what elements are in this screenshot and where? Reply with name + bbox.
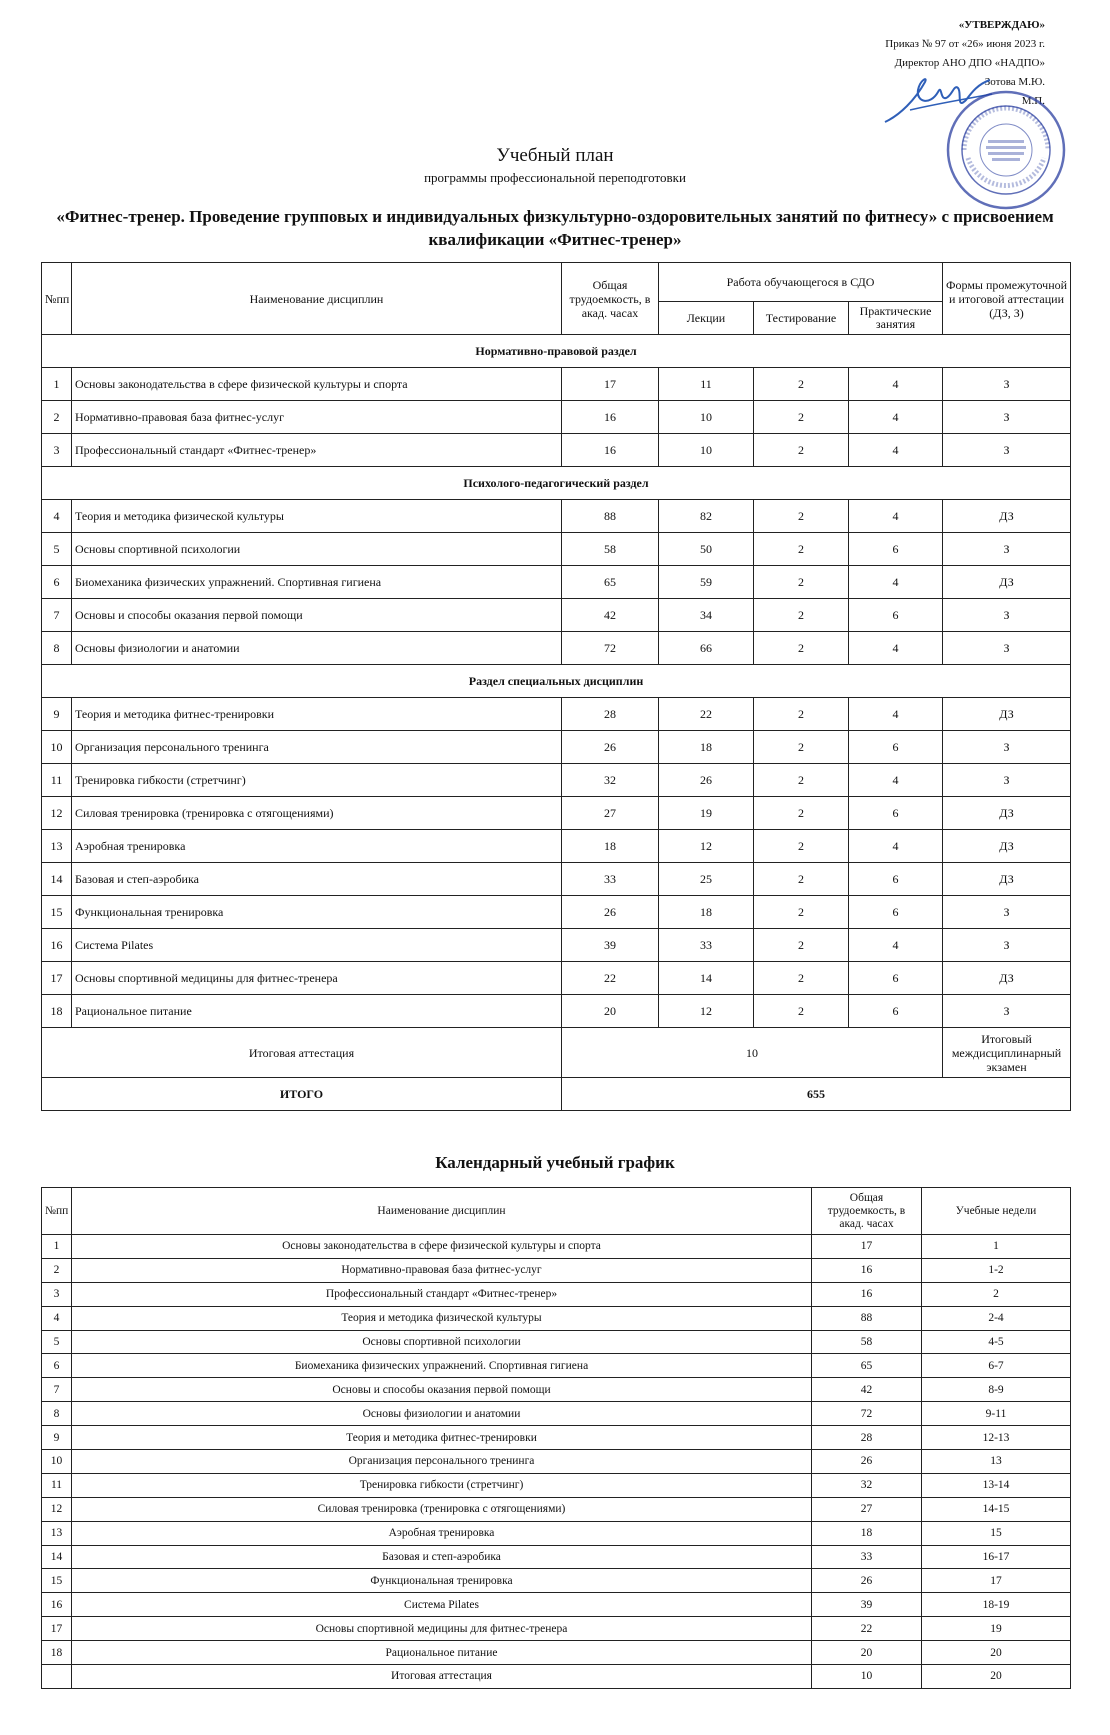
practice-cell: 6 bbox=[849, 731, 943, 764]
practice-cell: 6 bbox=[849, 863, 943, 896]
total-hours-cell: 20 bbox=[562, 995, 659, 1028]
total-hours-cell: 16 bbox=[812, 1258, 922, 1282]
discipline-name: Организация персонального тренинга bbox=[72, 731, 562, 764]
row-number: 11 bbox=[42, 1473, 72, 1497]
attestation-form-cell: ДЗ bbox=[943, 797, 1071, 830]
total-hours-cell: 27 bbox=[562, 797, 659, 830]
table-row bbox=[42, 731, 1071, 764]
discipline-name: Силовая тренировка (тренировка с отягощениями) bbox=[72, 1497, 812, 1521]
row-number: 10 bbox=[42, 731, 72, 764]
section-row bbox=[42, 665, 1071, 698]
schedule-row bbox=[42, 1473, 1071, 1497]
discipline-name: Аэробная тренировка bbox=[72, 1521, 812, 1545]
attestation-form-cell: З bbox=[943, 533, 1071, 566]
practice-cell: 6 bbox=[849, 962, 943, 995]
plan-body bbox=[42, 335, 1071, 1028]
row-number: 15 bbox=[42, 1569, 72, 1593]
schedule-row bbox=[42, 1497, 1071, 1521]
attestation-form-cell: З bbox=[943, 764, 1071, 797]
discipline-name: Функциональная тренировка bbox=[72, 896, 562, 929]
total-hours-cell: 39 bbox=[562, 929, 659, 962]
total-hours-cell: 22 bbox=[562, 962, 659, 995]
row-number: 14 bbox=[42, 863, 72, 896]
lectures-cell: 18 bbox=[659, 731, 754, 764]
total-hours-cell: 27 bbox=[812, 1497, 922, 1521]
lectures-cell: 11 bbox=[659, 368, 754, 401]
testing-cell: 2 bbox=[754, 995, 849, 1028]
lectures-cell: 19 bbox=[659, 797, 754, 830]
attestation-form-cell: ДЗ bbox=[943, 863, 1071, 896]
row-number: 2 bbox=[42, 1258, 72, 1282]
discipline-name: Профессиональный стандарт «Фитнес-тренер» bbox=[72, 1282, 812, 1306]
row-number: 10 bbox=[42, 1450, 72, 1474]
row-number: 9 bbox=[42, 1426, 72, 1450]
attestation-form-cell: ДЗ bbox=[943, 566, 1071, 599]
testing-cell: 2 bbox=[754, 698, 849, 731]
total-hours-cell: 32 bbox=[562, 764, 659, 797]
attestation-form-cell: З bbox=[943, 434, 1071, 467]
practice-cell: 4 bbox=[849, 500, 943, 533]
discipline-name: Основы спортивной психологии bbox=[72, 1330, 812, 1354]
row-number: 17 bbox=[42, 1617, 72, 1641]
schedule-row bbox=[42, 1306, 1071, 1330]
lectures-cell: 66 bbox=[659, 632, 754, 665]
total-hours: 655 bbox=[562, 1078, 1071, 1111]
row-number: 5 bbox=[42, 533, 72, 566]
table-row bbox=[42, 797, 1071, 830]
total-hours-cell: 26 bbox=[562, 731, 659, 764]
discipline-name: Основы законодательства в сфере физической культуры и спорта bbox=[72, 368, 562, 401]
lectures-cell: 25 bbox=[659, 863, 754, 896]
total-hours-cell: 20 bbox=[812, 1641, 922, 1665]
study-plan-table bbox=[41, 262, 1071, 1111]
discipline-name: Система Pilates bbox=[72, 929, 562, 962]
header-forms: Формы промежуточной и итоговой аттестации (ДЗ, З) bbox=[943, 263, 1071, 335]
row-number: 12 bbox=[42, 797, 72, 830]
row-number: 6 bbox=[42, 1354, 72, 1378]
row-number: 4 bbox=[42, 1306, 72, 1330]
testing-cell: 2 bbox=[754, 434, 849, 467]
table-row bbox=[42, 599, 1071, 632]
schedule-row bbox=[42, 1402, 1071, 1426]
practice-cell: 6 bbox=[849, 896, 943, 929]
lectures-cell: 82 bbox=[659, 500, 754, 533]
weeks-cell: 16-17 bbox=[922, 1545, 1071, 1569]
lectures-cell: 10 bbox=[659, 401, 754, 434]
table-row bbox=[42, 368, 1071, 401]
total-hours-cell: 26 bbox=[562, 896, 659, 929]
table-row bbox=[42, 995, 1071, 1028]
testing-cell: 2 bbox=[754, 830, 849, 863]
discipline-name: Итоговая аттестация bbox=[72, 1665, 812, 1689]
table-row bbox=[42, 830, 1071, 863]
final-hours: 10 bbox=[562, 1028, 943, 1078]
row-number: 3 bbox=[42, 434, 72, 467]
total-hours-cell: 17 bbox=[562, 368, 659, 401]
testing-cell: 2 bbox=[754, 533, 849, 566]
table-row bbox=[42, 632, 1071, 665]
practice-cell: 6 bbox=[849, 533, 943, 566]
weeks-cell: 2-4 bbox=[922, 1306, 1071, 1330]
total-hours-cell: 28 bbox=[562, 698, 659, 731]
lectures-cell: 33 bbox=[659, 929, 754, 962]
total-hours-cell: 65 bbox=[562, 566, 659, 599]
discipline-name: Аэробная тренировка bbox=[72, 830, 562, 863]
header-testing: Тестирование bbox=[754, 302, 849, 335]
attestation-form-cell: З bbox=[943, 368, 1071, 401]
attestation-form-cell: ДЗ bbox=[943, 830, 1071, 863]
testing-cell: 2 bbox=[754, 500, 849, 533]
row-number: 16 bbox=[42, 929, 72, 962]
header-practice: Практические занятия bbox=[849, 302, 943, 335]
discipline-name: Теория и методика фитнес-тренировки bbox=[72, 698, 562, 731]
weeks-cell: 13-14 bbox=[922, 1473, 1071, 1497]
practice-cell: 4 bbox=[849, 434, 943, 467]
total-hours-cell: 72 bbox=[562, 632, 659, 665]
approval-order: Приказ № 97 от «26» июня 2023 г. bbox=[885, 38, 1045, 50]
approval-name: Зотова М.Ю. bbox=[984, 76, 1045, 88]
row-number bbox=[42, 1665, 72, 1689]
row-number: 5 bbox=[42, 1330, 72, 1354]
discipline-name: Рациональное питание bbox=[72, 1641, 812, 1665]
practice-cell: 6 bbox=[849, 995, 943, 1028]
row-number: 16 bbox=[42, 1593, 72, 1617]
discipline-name: Основы физиологии и анатомии bbox=[72, 1402, 812, 1426]
discipline-name: Система Pilates bbox=[72, 1593, 812, 1617]
table-row bbox=[42, 929, 1071, 962]
table-row bbox=[42, 566, 1071, 599]
discipline-name: Силовая тренировка (тренировка с отягощениями) bbox=[72, 797, 562, 830]
testing-cell: 2 bbox=[754, 896, 849, 929]
row-number: 13 bbox=[42, 1521, 72, 1545]
attestation-form-cell: З bbox=[943, 929, 1071, 962]
total-hours-cell: 16 bbox=[562, 434, 659, 467]
schedule-row bbox=[42, 1521, 1071, 1545]
table-row bbox=[42, 764, 1071, 797]
weeks-cell: 20 bbox=[922, 1641, 1071, 1665]
row-number: 1 bbox=[42, 368, 72, 401]
attestation-form-cell: З bbox=[943, 731, 1071, 764]
row-number: 18 bbox=[42, 1641, 72, 1665]
discipline-name: Основы спортивной психологии bbox=[72, 533, 562, 566]
weeks-cell: 17 bbox=[922, 1569, 1071, 1593]
weeks-cell: 14-15 bbox=[922, 1497, 1071, 1521]
attestation-form-cell: ДЗ bbox=[943, 962, 1071, 995]
testing-cell: 2 bbox=[754, 599, 849, 632]
attestation-form-cell: З bbox=[943, 632, 1071, 665]
lectures-cell: 22 bbox=[659, 698, 754, 731]
total-hours-cell: 32 bbox=[812, 1473, 922, 1497]
header-work: Работа обучающегося в СДО bbox=[659, 263, 943, 302]
weeks-cell: 15 bbox=[922, 1521, 1071, 1545]
total-label: ИТОГО bbox=[42, 1078, 562, 1111]
weeks-cell: 19 bbox=[922, 1617, 1071, 1641]
discipline-name: Биомеханика физических упражнений. Спортивная гигиена bbox=[72, 1354, 812, 1378]
discipline-name: Теория и методика фитнес-тренировки bbox=[72, 1426, 812, 1450]
practice-cell: 4 bbox=[849, 929, 943, 962]
weeks-cell: 2 bbox=[922, 1282, 1071, 1306]
schedule-title: Календарный учебный график bbox=[435, 1153, 675, 1172]
total-hours-cell: 72 bbox=[812, 1402, 922, 1426]
weeks-cell: 1-2 bbox=[922, 1258, 1071, 1282]
lectures-cell: 12 bbox=[659, 995, 754, 1028]
testing-cell: 2 bbox=[754, 401, 849, 434]
schedule-row bbox=[42, 1354, 1071, 1378]
schedule-row bbox=[42, 1330, 1071, 1354]
discipline-name: Теория и методика физической культуры bbox=[72, 1306, 812, 1330]
schedule-row bbox=[42, 1378, 1071, 1402]
discipline-name: Биомеханика физических упражнений. Спортивная гигиена bbox=[72, 566, 562, 599]
discipline-name: Тренировка гибкости (стретчинг) bbox=[72, 764, 562, 797]
header-lectures: Лекции bbox=[659, 302, 754, 335]
header-num: №пп bbox=[42, 263, 72, 335]
section-row bbox=[42, 335, 1071, 368]
section-title: Психолого-педагогический раздел bbox=[42, 467, 1071, 500]
weeks-cell: 13 bbox=[922, 1450, 1071, 1474]
discipline-name: Базовая и степ-аэробика bbox=[72, 863, 562, 896]
total-hours-cell: 33 bbox=[812, 1545, 922, 1569]
total-row bbox=[42, 1078, 1071, 1111]
total-hours-cell: 58 bbox=[812, 1330, 922, 1354]
total-hours-cell: 17 bbox=[812, 1235, 922, 1259]
total-hours-cell: 16 bbox=[812, 1282, 922, 1306]
attestation-form-cell: ДЗ bbox=[943, 500, 1071, 533]
practice-cell: 4 bbox=[849, 632, 943, 665]
discipline-name: Основы законодательства в сфере физической культуры и спорта bbox=[72, 1235, 812, 1259]
schedule-row bbox=[42, 1641, 1071, 1665]
total-hours-cell: 26 bbox=[812, 1569, 922, 1593]
sched-header-name: Наименование дисциплин bbox=[72, 1188, 812, 1235]
attestation-form-cell: З bbox=[943, 995, 1071, 1028]
final-form: Итоговый междисциплинарный экзамен bbox=[943, 1028, 1071, 1078]
testing-cell: 2 bbox=[754, 929, 849, 962]
attestation-form-cell: З bbox=[943, 896, 1071, 929]
schedule-row bbox=[42, 1617, 1071, 1641]
row-number: 17 bbox=[42, 962, 72, 995]
attestation-form-cell: З bbox=[943, 599, 1071, 632]
practice-cell: 4 bbox=[849, 830, 943, 863]
schedule-row bbox=[42, 1450, 1071, 1474]
discipline-name: Нормативно-правовая база фитнес-услуг bbox=[72, 1258, 812, 1282]
discipline-name: Базовая и степ-аэробика bbox=[72, 1545, 812, 1569]
practice-cell: 6 bbox=[849, 797, 943, 830]
discipline-name: Основы и способы оказания первой помощи bbox=[72, 599, 562, 632]
table-row bbox=[42, 962, 1071, 995]
lectures-cell: 18 bbox=[659, 896, 754, 929]
testing-cell: 2 bbox=[754, 797, 849, 830]
total-hours-cell: 22 bbox=[812, 1617, 922, 1641]
plan-subtitle: программы профессиональной переподготовки bbox=[424, 170, 686, 185]
lectures-cell: 26 bbox=[659, 764, 754, 797]
practice-cell: 4 bbox=[849, 566, 943, 599]
discipline-name: Тренировка гибкости (стретчинг) bbox=[72, 1473, 812, 1497]
practice-cell: 4 bbox=[849, 368, 943, 401]
row-number: 8 bbox=[42, 632, 72, 665]
section-row bbox=[42, 467, 1071, 500]
program-title: «Фитнес-тренер. Проведение групповых и индивидуальных физкультурно-оздоровительных занятий по фитнесу» с присвоением квалификации «Фитнес-тренер» bbox=[56, 207, 1054, 249]
testing-cell: 2 bbox=[754, 962, 849, 995]
discipline-name: Основы спортивной медицины для фитнес-тренера bbox=[72, 962, 562, 995]
discipline-name: Основы физиологии и анатомии bbox=[72, 632, 562, 665]
table-row bbox=[42, 500, 1071, 533]
approval-director: Директор АНО ДПО «НАДПО» bbox=[894, 57, 1045, 69]
weeks-cell: 20 bbox=[922, 1665, 1071, 1689]
discipline-name: Функциональная тренировка bbox=[72, 1569, 812, 1593]
table-row bbox=[42, 896, 1071, 929]
approval-mp: М.П. bbox=[1021, 95, 1045, 107]
schedule-body bbox=[42, 1235, 1071, 1689]
schedule-row bbox=[42, 1426, 1071, 1450]
table-row bbox=[42, 434, 1071, 467]
discipline-name: Профессиональный стандарт «Фитнес-тренер» bbox=[72, 434, 562, 467]
practice-cell: 4 bbox=[849, 764, 943, 797]
row-number: 13 bbox=[42, 830, 72, 863]
row-number: 1 bbox=[42, 1235, 72, 1259]
discipline-name: Основы и способы оказания первой помощи bbox=[72, 1378, 812, 1402]
table-row bbox=[42, 533, 1071, 566]
schedule-row bbox=[42, 1569, 1071, 1593]
total-hours-cell: 16 bbox=[562, 401, 659, 434]
table-row bbox=[42, 863, 1071, 896]
lectures-cell: 50 bbox=[659, 533, 754, 566]
row-number: 3 bbox=[42, 1282, 72, 1306]
lectures-cell: 10 bbox=[659, 434, 754, 467]
testing-cell: 2 bbox=[754, 731, 849, 764]
schedule-row bbox=[42, 1593, 1071, 1617]
row-number: 7 bbox=[42, 1378, 72, 1402]
total-hours-cell: 65 bbox=[812, 1354, 922, 1378]
row-number: 7 bbox=[42, 599, 72, 632]
header-total: Общая трудоемкость, в акад. часах bbox=[562, 263, 659, 335]
discipline-name: Организация персонального тренинга bbox=[72, 1450, 812, 1474]
attestation-form-cell: ДЗ bbox=[943, 698, 1071, 731]
total-hours-cell: 26 bbox=[812, 1450, 922, 1474]
lectures-cell: 12 bbox=[659, 830, 754, 863]
schedule-row bbox=[42, 1545, 1071, 1569]
total-hours-cell: 18 bbox=[812, 1521, 922, 1545]
row-number: 18 bbox=[42, 995, 72, 1028]
plan-title: Учебный план bbox=[496, 145, 614, 166]
row-number: 11 bbox=[42, 764, 72, 797]
weeks-cell: 8-9 bbox=[922, 1378, 1071, 1402]
lectures-cell: 59 bbox=[659, 566, 754, 599]
schedule-table bbox=[41, 1187, 1071, 1689]
row-number: 2 bbox=[42, 401, 72, 434]
total-hours-cell: 58 bbox=[562, 533, 659, 566]
section-title: Нормативно-правовой раздел bbox=[42, 335, 1071, 368]
testing-cell: 2 bbox=[754, 863, 849, 896]
testing-cell: 2 bbox=[754, 764, 849, 797]
sched-header-total: Общая трудоемкость, в акад. часах bbox=[812, 1188, 922, 1235]
testing-cell: 2 bbox=[754, 632, 849, 665]
schedule-row bbox=[42, 1258, 1071, 1282]
sched-header-num: №пп bbox=[42, 1188, 72, 1235]
total-hours-cell: 42 bbox=[812, 1378, 922, 1402]
weeks-cell: 12-13 bbox=[922, 1426, 1071, 1450]
testing-cell: 2 bbox=[754, 566, 849, 599]
discipline-name: Нормативно-правовая база фитнес-услуг bbox=[72, 401, 562, 434]
schedule-row bbox=[42, 1282, 1071, 1306]
approval-heading: «УТВЕРЖДАЮ» bbox=[958, 19, 1045, 31]
lectures-cell: 34 bbox=[659, 599, 754, 632]
schedule-row bbox=[42, 1235, 1071, 1259]
schedule-row bbox=[42, 1665, 1071, 1689]
total-hours-cell: 33 bbox=[562, 863, 659, 896]
header-name: Наименование дисциплин bbox=[72, 263, 562, 335]
row-number: 15 bbox=[42, 896, 72, 929]
practice-cell: 4 bbox=[849, 401, 943, 434]
table-row bbox=[42, 698, 1071, 731]
row-number: 9 bbox=[42, 698, 72, 731]
sched-header-weeks: Учебные недели bbox=[922, 1188, 1071, 1235]
final-label: Итоговая аттестация bbox=[42, 1028, 562, 1078]
practice-cell: 6 bbox=[849, 599, 943, 632]
row-number: 14 bbox=[42, 1545, 72, 1569]
final-attestation-row bbox=[42, 1028, 1071, 1078]
total-hours-cell: 42 bbox=[562, 599, 659, 632]
discipline-name: Рациональное питание bbox=[72, 995, 562, 1028]
total-hours-cell: 28 bbox=[812, 1426, 922, 1450]
weeks-cell: 4-5 bbox=[922, 1330, 1071, 1354]
weeks-cell: 9-11 bbox=[922, 1402, 1071, 1426]
practice-cell: 4 bbox=[849, 698, 943, 731]
total-hours-cell: 88 bbox=[562, 500, 659, 533]
weeks-cell: 18-19 bbox=[922, 1593, 1071, 1617]
weeks-cell: 6-7 bbox=[922, 1354, 1071, 1378]
row-number: 4 bbox=[42, 500, 72, 533]
discipline-name: Теория и методика физической культуры bbox=[72, 500, 562, 533]
total-hours-cell: 39 bbox=[812, 1593, 922, 1617]
section-title: Раздел специальных дисциплин bbox=[42, 665, 1071, 698]
attestation-form-cell: З bbox=[943, 401, 1071, 434]
discipline-name: Основы спортивной медицины для фитнес-тренера bbox=[72, 1617, 812, 1641]
row-number: 8 bbox=[42, 1402, 72, 1426]
weeks-cell: 1 bbox=[922, 1235, 1071, 1259]
table-row bbox=[42, 401, 1071, 434]
total-hours-cell: 18 bbox=[562, 830, 659, 863]
testing-cell: 2 bbox=[754, 368, 849, 401]
lectures-cell: 14 bbox=[659, 962, 754, 995]
total-hours-cell: 88 bbox=[812, 1306, 922, 1330]
row-number: 12 bbox=[42, 1497, 72, 1521]
row-number: 6 bbox=[42, 566, 72, 599]
total-hours-cell: 10 bbox=[812, 1665, 922, 1689]
